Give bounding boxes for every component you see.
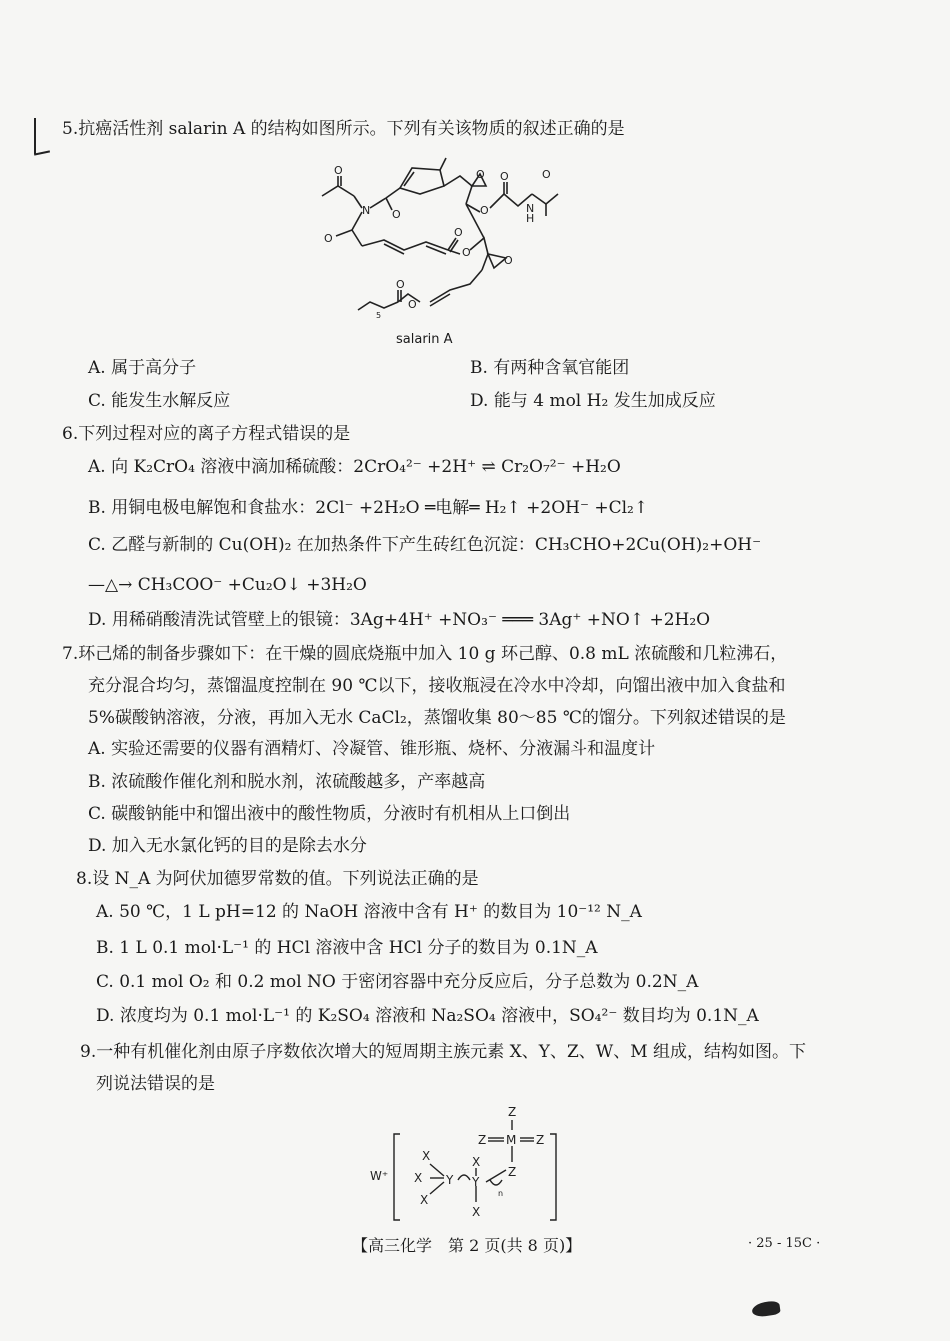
q5-option-c: C. 能发生水解反应 xyxy=(88,391,231,411)
q9-stem-line-1: 9.一种有机催化剂由原子序数依次增大的短周期主族元素 X、Y、Z、W、M 组成，结构如图。下 xyxy=(80,1042,807,1062)
q7-stem-line-2: 充分混合均匀，蒸馏温度控制在 90 ℃以下，接收瓶浸在冷水中冷却，向馏出液中加入食盐和 xyxy=(88,676,786,696)
q9-label-z-right: Z xyxy=(536,1133,545,1147)
q6-stem: 6.下列过程对应的离子方程式错误的是 xyxy=(62,424,351,444)
q8-option-d: D. 浓度均为 0.1 mol·L⁻¹ 的 K₂SO₄ 溶液和 Na₂SO₄ 溶液中，SO₄²⁻ 数目均为 0.1N_A xyxy=(96,1006,759,1026)
q6-option-c-continued: —△→ CH₃COO⁻ +Cu₂O↓ +3H₂O xyxy=(88,575,367,595)
svg-text:O: O xyxy=(396,278,405,291)
salarin-a-structure xyxy=(300,150,590,330)
svg-text:O: O xyxy=(476,168,485,181)
paper-code: · 25 - 15C · xyxy=(748,1236,821,1251)
q5-option-b: B. 有两种含氧官能团 xyxy=(470,358,630,378)
q9-label-y-2: Y xyxy=(472,1175,480,1189)
q9-label-z-left: Z xyxy=(478,1133,487,1147)
margin-pen-mark-tail xyxy=(34,150,50,155)
svg-text:O: O xyxy=(454,226,463,239)
svg-text:O: O xyxy=(408,298,417,311)
q9-catalyst-structure xyxy=(360,1098,570,1223)
q9-label-z-top: Z xyxy=(508,1105,517,1119)
q7-option-c: C. 碳酸钠能中和馏出液中的酸性物质，分液时有机相从上口倒出 xyxy=(88,804,571,824)
q9-stem-line-2: 列说法错误的是 xyxy=(96,1074,215,1094)
q7-option-a: A. 实验还需要的仪器有酒精灯、冷凝管、锥形瓶、烧杯、分液漏斗和温度计 xyxy=(88,739,656,759)
svg-text:O: O xyxy=(334,164,343,177)
page-footer: 【高三化学 第 2 页(共 8 页)】 xyxy=(352,1236,582,1255)
q6-option-d: D. 用稀硝酸清洗试管壁上的银镜：3Ag+4H⁺ +NO₃⁻ ═══ 3Ag⁺ +NO↑ +2H₂O xyxy=(88,610,711,630)
svg-text:H: H xyxy=(526,212,535,225)
ink-blot xyxy=(751,1300,781,1318)
svg-text:O: O xyxy=(542,168,551,181)
svg-text:N: N xyxy=(526,202,535,215)
svg-text:5: 5 xyxy=(376,311,382,320)
svg-text:N: N xyxy=(362,204,371,217)
q6-option-b: B. 用铜电极电解饱和食盐水：2Cl⁻ +2H₂O ═电解═ H₂↑ +2OH⁻ +Cl₂↑ xyxy=(88,498,649,518)
q8-option-b: B. 1 L 0.1 mol·L⁻¹ 的 HCl 溶液中含 HCl 分子的数目为 0.1N_A xyxy=(96,938,598,958)
q9-label-x-2: X xyxy=(414,1171,423,1185)
margin-pen-mark xyxy=(34,118,36,154)
q9-label-w: W⁺ xyxy=(370,1169,389,1183)
q6-option-c: C. 乙醛与新制的 Cu(OH)₂ 在加热条件下产生砖红色沉淀：CH₃CHO+2Cu(OH)₂+OH⁻ xyxy=(88,535,762,555)
svg-text:O: O xyxy=(500,170,509,183)
q9-label-m: M xyxy=(506,1133,517,1147)
svg-text:O: O xyxy=(462,246,471,259)
q9-label-y-1: Y xyxy=(446,1173,454,1187)
q9-label-z-bottom: Z xyxy=(508,1165,517,1179)
q8-stem: 8.设 N_A 为阿伏加德罗常数的值。下列说法正确的是 xyxy=(76,869,479,889)
svg-text:O: O xyxy=(324,232,333,245)
q5-option-d: D. 能与 4 mol H₂ 发生加成反应 xyxy=(470,391,716,411)
q9-label-x-4: X xyxy=(472,1155,481,1169)
q7-option-b: B. 浓硫酸作催化剂和脱水剂，浓硫酸越多，产率越高 xyxy=(88,772,486,792)
q9-label-n: n xyxy=(498,1189,504,1198)
q6-option-a: A. 向 K₂CrO₄ 溶液中滴加稀硫酸：2CrO₄²⁻ +2H⁺ ⇌ Cr₂O₇²⁻ +H₂O xyxy=(88,457,621,477)
q8-option-c: C. 0.1 mol O₂ 和 0.2 mol NO 于密闭容器中充分反应后，分子总数为 0.2N_A xyxy=(96,972,699,992)
svg-text:O: O xyxy=(504,254,513,267)
q7-option-d: D. 加入无水氯化钙的目的是除去水分 xyxy=(88,836,367,856)
svg-text:O: O xyxy=(392,208,401,221)
q5-figure-caption: salarin A xyxy=(396,332,453,347)
q9-label-x-1: X xyxy=(422,1149,431,1163)
q7-stem-line-3: 5%碳酸钠溶液，分液，再加入无水 CaCl₂，蒸馏收集 80～85 ℃的馏分。下列叙述错误的是 xyxy=(88,708,786,728)
q8-option-a: A. 50 ℃，1 L pH=12 的 NaOH 溶液中含有 H⁺ 的数目为 10⁻¹² N_A xyxy=(96,902,642,922)
q5-stem: 5.抗癌活性剂 salarin A 的结构如图所示。下列有关该物质的叙述正确的是 xyxy=(62,119,625,139)
svg-text:O: O xyxy=(480,204,489,217)
q5-option-a: A. 属于高分子 xyxy=(88,358,197,378)
q9-label-x-5: X xyxy=(472,1205,481,1219)
q7-stem-line-1: 7.环己烯的制备步骤如下：在干燥的圆底烧瓶中加入 10 g 环己醇、0.8 mL 浓硫酸和几粒沸石， xyxy=(62,644,788,664)
q9-label-x-3: X xyxy=(420,1193,429,1207)
